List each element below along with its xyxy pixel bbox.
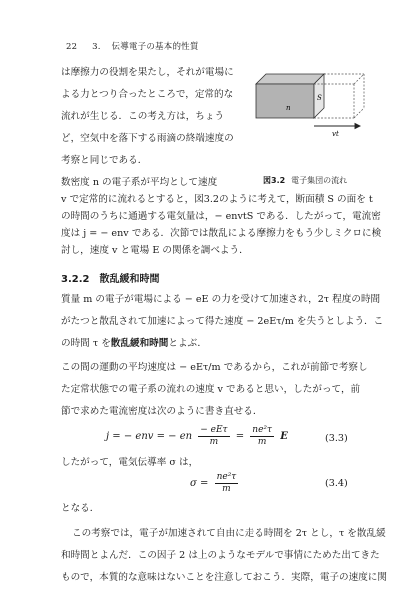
denominator: m bbox=[209, 437, 219, 447]
section-heading bbox=[61, 270, 169, 285]
page-number: 22 bbox=[66, 42, 78, 52]
text-line: もので，本質的な意味はないことを注意しておこう．実際，電子の速度に関 bbox=[61, 572, 387, 583]
text-span: とよぶ． bbox=[168, 338, 207, 349]
chapter-number: 3. bbox=[92, 42, 101, 52]
text-line: 質量 m の電子が電場による − eE の力を受けて加速され，2τ 程度の時間 bbox=[61, 294, 381, 305]
numerator: ne²τ bbox=[252, 425, 273, 435]
text-line: 度は j = − env である．次節では散乱による摩擦力をもう少しミクロに検 bbox=[61, 228, 382, 239]
text-line: は摩擦力の役割を果たし，それが電場に bbox=[61, 67, 234, 78]
section-title: 散乱緩和時間 bbox=[99, 274, 160, 285]
text-line: 数密度 n の電子系が平均として速度 bbox=[61, 177, 218, 188]
equals-sign: = bbox=[235, 431, 245, 442]
text-line: の時間のうちに通過する電気量は，− envtS である．したがって，電流密 bbox=[61, 211, 381, 222]
denominator: m bbox=[257, 437, 267, 447]
numerator: − eEτ bbox=[200, 425, 228, 435]
text-line: がたつと散乱されて加速によって得た速度 − 2eEτ/m を失うとしよう．こ bbox=[61, 316, 384, 327]
text-line: 節で求めた電流密度は次のように書き直せる． bbox=[61, 406, 263, 417]
numerator: ne²τ bbox=[216, 472, 237, 482]
caption-text: 電子集団の流れ bbox=[291, 176, 348, 185]
fraction bbox=[250, 425, 274, 448]
equation-number: (3.4) bbox=[325, 478, 348, 489]
text-line: た定常状態での電子系の流れの速度 v であると思い，したがって，前 bbox=[61, 384, 361, 395]
equation-number: (3.3) bbox=[325, 433, 348, 444]
text-line: この考察では，電子が加速されて自由に走る時間を 2τ とし，τ を散乱緩 bbox=[72, 528, 386, 539]
text-line: v で定常的に流れるとすると，図3.2のように考えて，断面積 S の面を t bbox=[61, 194, 373, 205]
text-line: 討し，速度 v と電場 E の関係を調べよう． bbox=[61, 245, 249, 256]
equation-3-3 bbox=[106, 425, 288, 448]
text-line: よる力とつり合ったところで，定常的な bbox=[61, 89, 234, 100]
denominator: m bbox=[222, 484, 231, 494]
equation-lhs: j = − env = − en bbox=[106, 431, 193, 442]
label-s: S bbox=[317, 94, 322, 102]
section-number: 3.2.2 bbox=[61, 274, 90, 285]
caption-number: 図3.2 bbox=[263, 176, 286, 185]
equation-lhs: σ = bbox=[190, 478, 209, 489]
text-line: 流れが生じる．この考え方は，ちょう bbox=[61, 111, 225, 122]
equation-rhs: E bbox=[280, 431, 288, 442]
chapter-title: 伝導電子の基本的性質 bbox=[111, 42, 199, 52]
electron-flow-figure bbox=[246, 72, 366, 136]
text-line: 考察と同じである． bbox=[61, 155, 148, 166]
fraction bbox=[198, 425, 229, 448]
text-span: の時間 τ を bbox=[61, 338, 111, 349]
text-line bbox=[61, 338, 207, 350]
label-vt: vt bbox=[332, 130, 339, 136]
text-line: 和時間とよんだ．この因子 2 は上のようなモデルで事情にためた出てきた bbox=[61, 550, 380, 561]
text-line: ど，空気中を落下する雨滴の終端速度の bbox=[61, 133, 234, 144]
fraction bbox=[215, 472, 239, 495]
text-line: となる． bbox=[61, 503, 100, 514]
flow-arrow bbox=[314, 124, 360, 129]
figure-caption bbox=[263, 175, 347, 186]
label-n: n bbox=[286, 104, 291, 112]
term-scattering-relaxation-time: 散乱緩和時間 bbox=[110, 338, 169, 349]
text-line: したがって，電気伝導率 σ は， bbox=[61, 457, 199, 468]
equation-3-4 bbox=[190, 472, 241, 495]
running-header bbox=[66, 40, 199, 52]
text-line: この間の運動の平均速度は − eEτ/m であるから，これが前節で考察し bbox=[61, 362, 368, 373]
